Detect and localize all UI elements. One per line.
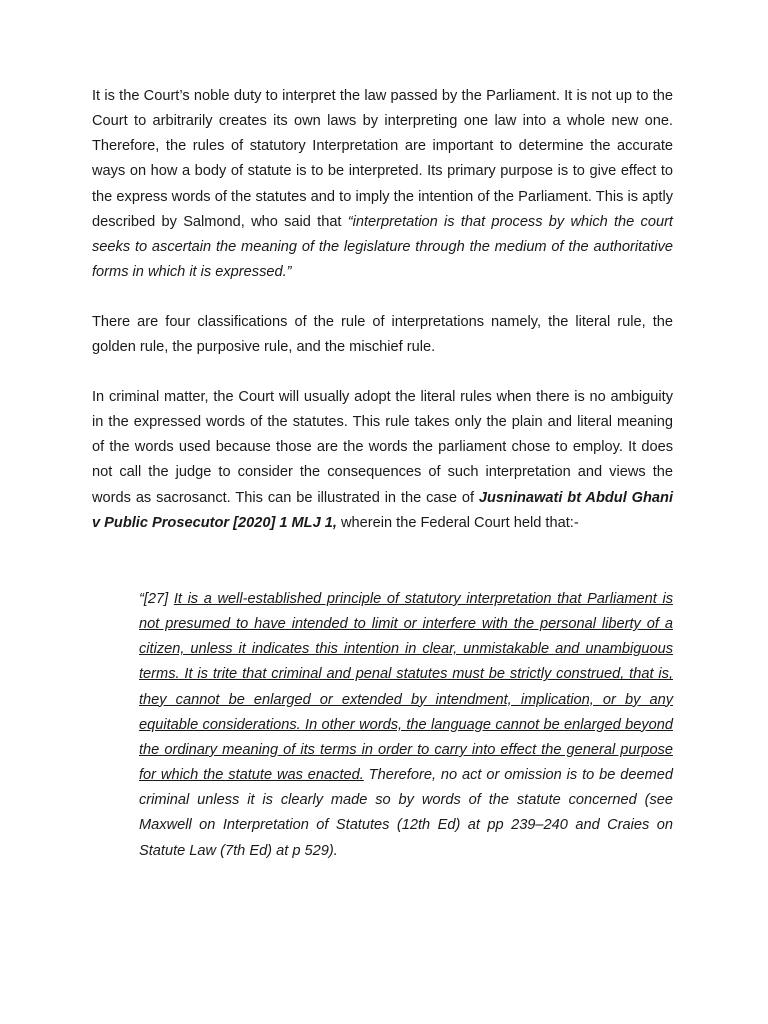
paragraph-literal-rule-text: In criminal matter, the Court will usually adopt the literal rules when there is no ambiguity in the expressed words of the statutes. This rule takes only the plain and literal meaning of the words used because those are the words the parliament chose to employ. It does not call the judge to consider the consequences of such interpretation and views the words as sacrosanct. This can be illustrated in the case of <box>92 389 673 506</box>
quotation-prefix: “[27] <box>139 591 174 607</box>
paragraph-literal-rule <box>92 385 673 536</box>
paragraph-literal-rule-tail: wherein the Federal Court held that:- <box>336 514 579 531</box>
court-quotation <box>139 587 673 864</box>
paragraph-intro <box>92 84 673 285</box>
paragraph-classifications <box>92 310 673 360</box>
quotation-rest: Therefore, no act or omission is to be deemed criminal unless it is clearly made so by words of the statute concerned (see Maxwell on Interpretation of Statutes (12th Ed) at pp 239–240 and Craies on Statute Law (7th Ed) at p 529). <box>139 767 673 859</box>
case-citation: Jusninawati bt Abdul Ghani v Public Prosecutor [2020] 1 MLJ 1, <box>92 489 673 531</box>
paragraph-intro-text: It is the Court’s noble duty to interpret the law passed by the Parliament. It is not up to the Court to arbitrarily creates its own laws by interpreting one law into a whole new one. Therefore, the rules of statutory Interpretation are important to determine the accurate ways on how a body of statute is to be interpreted. Its primary purpose is to give effect to the express words of the statutes and to imply the intention of the Parliament. This is aptly described by Salmond, who said that <box>92 88 673 230</box>
quotation-underlined: It is a well-established principle of statutory interpretation that Parliament is not presumed to have intended to limit or interfere with the personal liberty of a citizen, unless it indicates this intention in clear, unmistakable and unambiguous terms. It is trite that criminal and penal statutes must be strictly construed, that is, they cannot be enlarged or extended by intendment, implication, or by any equitable considerations. In other words, the language cannot be enlarged beyond the ordinary meaning of its terms in order to carry into effect the general purpose for which the statute was enacted. <box>139 591 673 784</box>
salmond-quote: “interpretation is that process by which the court seeks to ascertain the meaning of the legislature through the medium of the authoritative forms in which it is expressed.” <box>92 213 673 281</box>
paragraph-classifications-text: There are four classifications of the rule of interpretations namely, the literal rule, the golden rule, the purposive rule, and the mischief rule. <box>92 314 673 356</box>
